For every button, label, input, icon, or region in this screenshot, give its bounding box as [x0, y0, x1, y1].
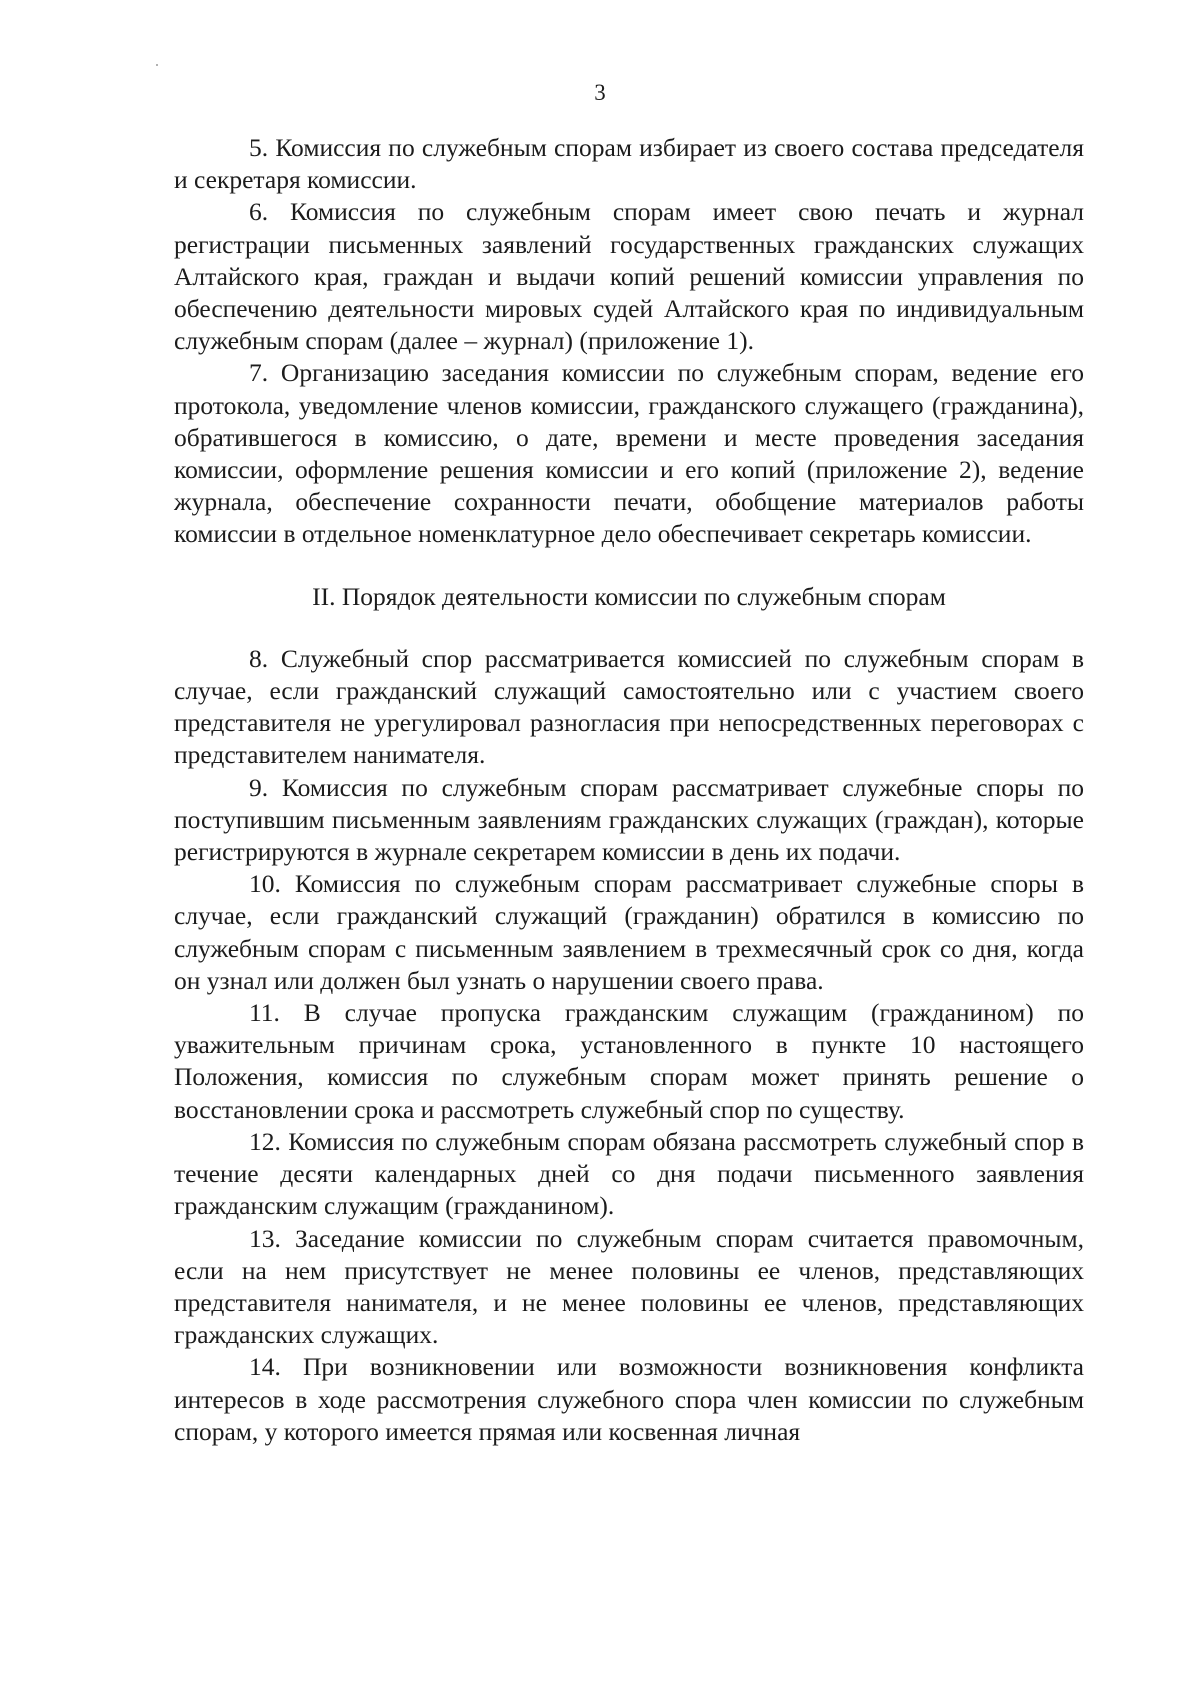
paragraph-5: 5. Комиссия по служебным спорам избирает из своего состава председателя и секретаря комиссии. — [174, 133, 1084, 195]
paragraph-13: 13. Заседание комиссии по служебным спорам считается правомочным, если на нем присутствует не менее половины ее членов, представляющих представителя нанимателя, и не менее половины ее членов, представляющих гражданских служащих. — [174, 1223, 1084, 1350]
paragraph-12: 12. Комиссия по служебным спорам обязана рассмотреть служебный спор в течение десяти календарных дней со дня подачи письменного заявления гражданским служащим (гражданином). — [174, 1126, 1084, 1221]
paragraph-10: 10. Комиссия по служебным спорам рассматривает служебные споры в случае, если гражданский служащий (гражданин) обратился в комиссию по служебным спорам с письменным заявлением в трехмесячный срок со дня, когда он узнал или должен был узнать о нарушении своего права. — [174, 869, 1084, 995]
scan-speck — [156, 64, 158, 66]
paragraph-9: 9. Комиссия по служебным спорам рассматривает служебные споры по поступившим письменным заявлениям гражданских служащих (граждан), которые регистрируются в журнале секретарем комиссии в день их подачи. — [174, 772, 1084, 867]
paragraph-11: 11. В случае пропуска гражданским служащим (гражданином) по уважительным причинам срока, установленного в пункте 10 настоящего Положения, комиссия по служебным спорам может принять решение о восстановлении срока и рассмотреть служебный спор по существу. — [174, 998, 1084, 1124]
page-number: 3 — [594, 80, 606, 105]
section-heading: II. Порядок деятельности комиссии по служебным спорам — [312, 581, 946, 611]
paragraph-8: 8. Служебный спор рассматривается комиссией по служебным спорам в случае, если гражданский служащий самостоятельно или с участием своего представителя не урегулировал разногласия при непосредственных переговорах с представителем нанимателя. — [174, 643, 1084, 770]
paragraph-6: 6. Комиссия по служебным спорам имеет свою печать и журнал регистрации письменных заявлений государственных гражданских служащих Алтайского края, граждан и выдачи копий решений комиссии управления по обеспечению деятельности мировых судей Алтайского края по индивидуальным служебным спорам (далее – журнал) (приложение 1). — [174, 197, 1084, 356]
paragraph-14: 14. При возникновении или возможности возникновения конфликта интересов в ходе рассмотрения служебного спора член комиссии по служебным спорам, у которого имеется прямая или косвенная личная — [174, 1352, 1084, 1446]
paragraph-7: 7. Организацию заседания комиссии по служебным спорам, ведение его протокола, уведомление членов комиссии, гражданского служащего (гражданина), обратившегося в комиссию, о дате, времени и месте проведения заседания комиссии, оформление решения комиссии и его копий (приложение 2), ведение журнала, обеспечение сохранности печати, обобщение материалов работы комиссии в отдельное номенклатурное дело обеспечивает секретарь комиссии. — [174, 358, 1084, 549]
document-body — [174, 132, 1084, 1448]
